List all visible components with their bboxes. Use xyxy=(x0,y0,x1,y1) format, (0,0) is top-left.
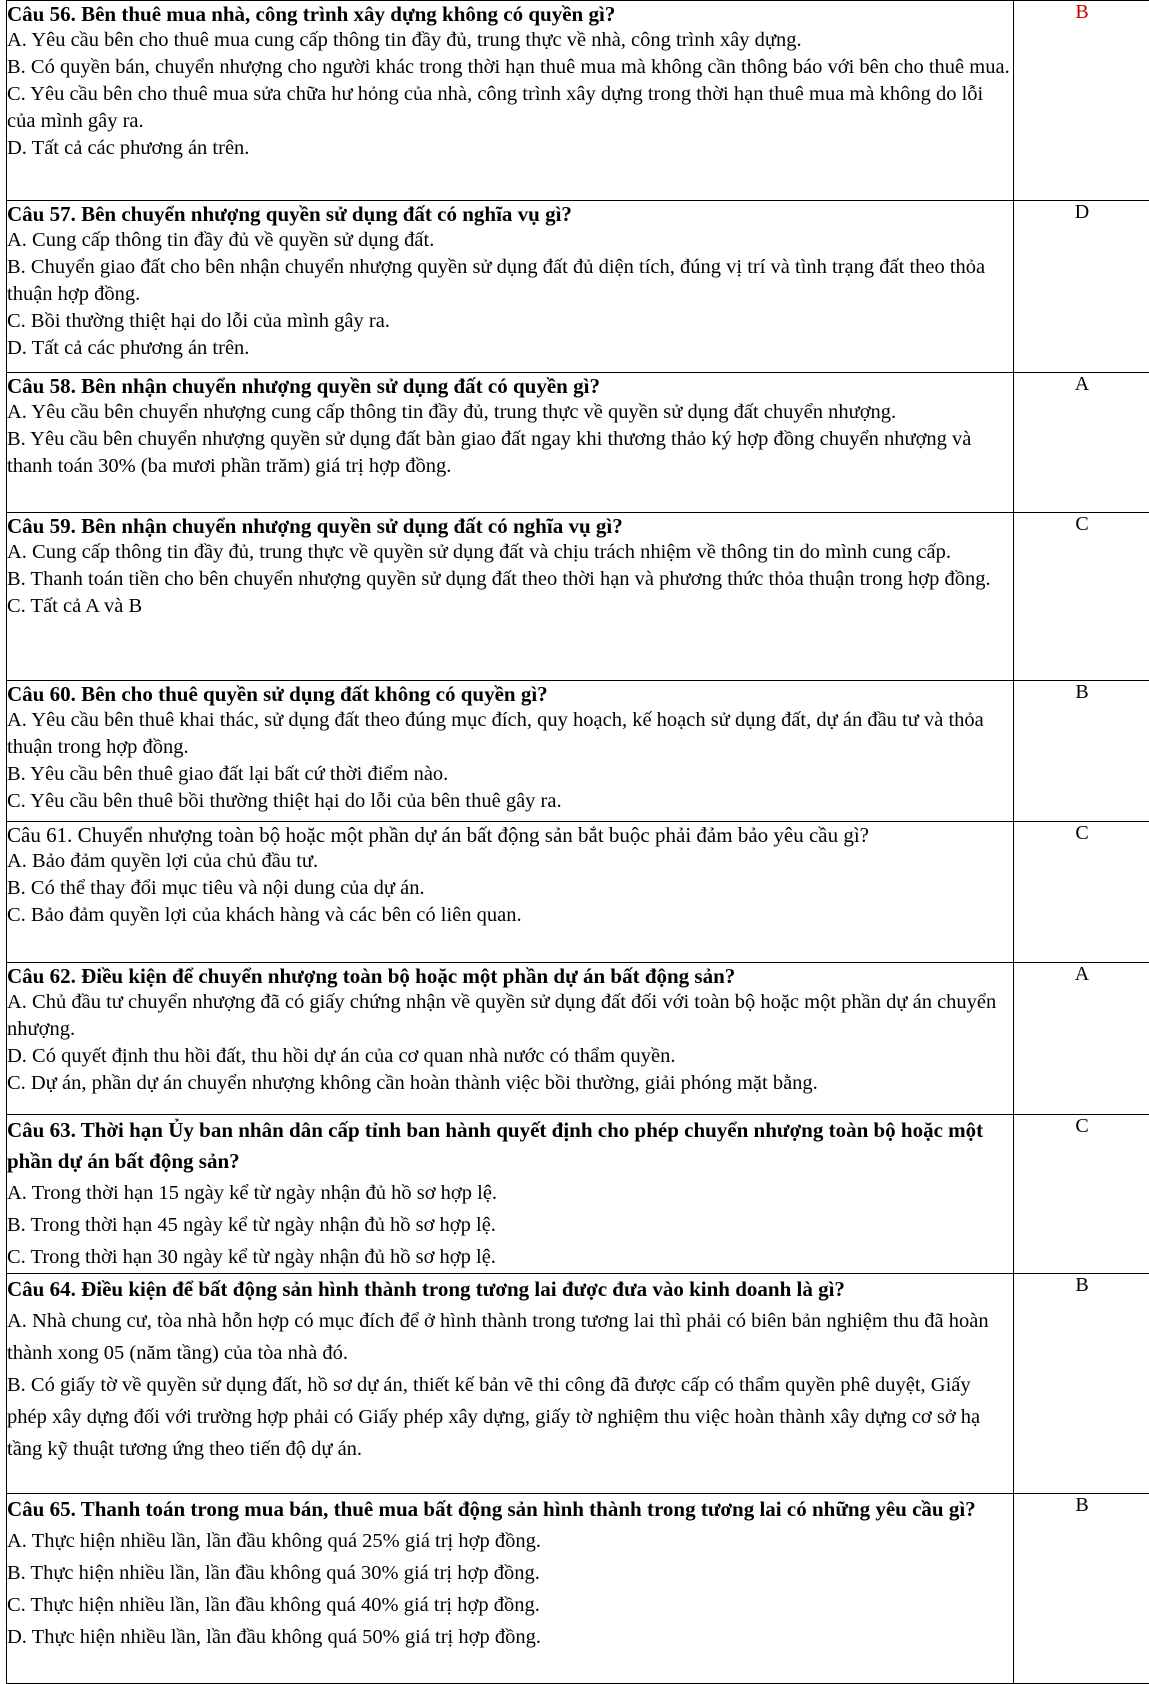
option-text: B. Thực hiện nhiều lần, lần đầu không quá 30% giá trị hợp đồng. xyxy=(7,1557,1013,1589)
question-cell xyxy=(7,201,1014,373)
answer-cell: B xyxy=(1014,1,1149,201)
question-cell xyxy=(7,963,1014,1115)
question-title: Câu 58. Bên nhận chuyển nhượng quyền sử dụng đất có quyền gì? xyxy=(7,373,1013,399)
option-text: C. Dự án, phần dự án chuyển nhượng không cần hoàn thành việc bồi thường, giải phóng mặt bằng. xyxy=(7,1070,1013,1097)
question-title: Câu 57. Bên chuyển nhượng quyền sử dụng đất có nghĩa vụ gì? xyxy=(7,201,1013,227)
option-text: C. Trong thời hạn 30 ngày kể từ ngày nhận đủ hồ sơ hợp lệ. xyxy=(7,1241,1013,1273)
answer-cell: A xyxy=(1014,373,1149,513)
option-text: A. Bảo đảm quyền lợi của chủ đầu tư. xyxy=(7,848,1013,875)
answer-cell: C xyxy=(1014,1115,1149,1274)
question-cell xyxy=(7,1274,1014,1494)
option-text: A. Yêu cầu bên thuê khai thác, sử dụng đất theo đúng mục đích, quy hoạch, kế hoạch sử dụng đất, dự án đầu tư và thỏa thuận trong hợp đồng. xyxy=(7,707,1013,761)
question-title: Câu 61. Chuyển nhượng toàn bộ hoặc một phần dự án bất động sản bắt buộc phải đảm bảo yêu cầu gì? xyxy=(7,822,1013,848)
option-text: C. Tất cả A và B xyxy=(7,593,1013,620)
option-text: B. Trong thời hạn 45 ngày kể từ ngày nhận đủ hồ sơ hợp lệ. xyxy=(7,1209,1013,1241)
option-text: B. Thanh toán tiền cho bên chuyển nhượng quyền sử dụng đất theo thời hạn và phương thức thỏa thuận trong hợp đồng. xyxy=(7,566,1013,593)
option-text: A. Nhà chung cư, tòa nhà hỗn hợp có mục đích để ở hình thành trong tương lai thì phải có biên bản nghiệm thu đã hoàn thành xong 05 (năm tầng) của tòa nhà đó. xyxy=(7,1305,1013,1369)
option-text: A. Cung cấp thông tin đầy đủ về quyền sử dụng đất. xyxy=(7,227,1013,254)
question-row xyxy=(7,201,1149,373)
option-text: B. Có thể thay đổi mục tiêu và nội dung của dự án. xyxy=(7,875,1013,902)
answer-cell: B xyxy=(1014,1494,1149,1684)
blank-space xyxy=(7,1465,1013,1493)
question-title: Câu 59. Bên nhận chuyển nhượng quyền sử dụng đất có nghĩa vụ gì? xyxy=(7,513,1013,539)
answer-cell: A xyxy=(1014,963,1149,1115)
question-cell xyxy=(7,373,1014,513)
option-text: A. Chủ đầu tư chuyển nhượng đã có giấy chứng nhận về quyền sử dụng đất đối với toàn bộ hoặc một phần dự án chuyển nhượng. xyxy=(7,989,1013,1043)
question-row xyxy=(7,373,1149,513)
option-text: B. Có giấy tờ về quyền sử dụng đất, hồ sơ dự án, thiết kế bản vẽ thi công đã được cấp có thẩm quyền phê duyệt, Giấy phép xây dựng đối với trường hợp phải có Giấy phép xây dựng, giấy tờ nghiệm thu việc hoàn thành xây dựng cơ sở hạ tầng kỹ thuật tương ứng theo tiến độ dự án. xyxy=(7,1369,1013,1465)
question-cell xyxy=(7,822,1014,963)
answer-cell: C xyxy=(1014,822,1149,963)
option-text: B. Có quyền bán, chuyển nhượng cho người khác trong thời hạn thuê mua mà không cần thông báo với bên cho thuê mua. xyxy=(7,54,1013,81)
answer-cell: B xyxy=(1014,681,1149,822)
option-text: D. Có quyết định thu hồi đất, thu hồi dự án của cơ quan nhà nước có thẩm quyền. xyxy=(7,1043,1013,1070)
question-row xyxy=(7,1115,1149,1274)
question-row xyxy=(7,963,1149,1115)
option-text: A. Trong thời hạn 15 ngày kể từ ngày nhận đủ hồ sơ hợp lệ. xyxy=(7,1177,1013,1209)
answer-cell: C xyxy=(1014,513,1149,681)
question-cell xyxy=(7,513,1014,681)
option-text: D. Tất cả các phương án trên. xyxy=(7,335,1013,362)
option-text: C. Yêu cầu bên cho thuê mua sửa chữa hư hỏng của nhà, công trình xây dựng trong thời hạn thuê mua mà không do lỗi của mình gây ra. xyxy=(7,81,1013,135)
option-text: A. Yêu cầu bên chuyển nhượng cung cấp thông tin đầy đủ, trung thực về quyền sử dụng đất chuyển nhượng. xyxy=(7,399,1013,426)
question-title: Câu 63. Thời hạn Ủy ban nhân dân cấp tỉnh ban hành quyết định cho phép chuyển nhượng toàn bộ hoặc một phần dự án bất động sản? xyxy=(7,1115,1013,1177)
question-title: Câu 56. Bên thuê mua nhà, công trình xây dựng không có quyền gì? xyxy=(7,1,1013,27)
option-text: A. Yêu cầu bên cho thuê mua cung cấp thông tin đầy đủ, trung thực về nhà, công trình xây dựng. xyxy=(7,27,1013,54)
question-cell xyxy=(7,1494,1014,1684)
question-row xyxy=(7,1,1149,201)
option-text: A. Thực hiện nhiều lần, lần đầu không quá 25% giá trị hợp đồng. xyxy=(7,1525,1013,1557)
option-text: D. Tất cả các phương án trên. xyxy=(7,135,1013,162)
question-cell xyxy=(7,681,1014,822)
question-title: Câu 65. Thanh toán trong mua bán, thuê mua bất động sản hình thành trong tương lai có những yêu cầu gì? xyxy=(7,1494,1013,1525)
option-text: B. Chuyển giao đất cho bên nhận chuyển nhượng quyền sử dụng đất đủ diện tích, đúng vị trí và tình trạng đất theo thỏa thuận hợp đồng. xyxy=(7,254,1013,308)
option-text: C. Bồi thường thiệt hại do lỗi của mình gây ra. xyxy=(7,308,1013,335)
question-title: Câu 62. Điều kiện để chuyển nhượng toàn bộ hoặc một phần dự án bất động sản? xyxy=(7,963,1013,989)
question-title: Câu 60. Bên cho thuê quyền sử dụng đất không có quyền gì? xyxy=(7,681,1013,707)
question-row xyxy=(7,1274,1149,1494)
question-cell xyxy=(7,1,1014,201)
question-row xyxy=(7,513,1149,681)
answer-cell: D xyxy=(1014,201,1149,373)
option-text: D. Thực hiện nhiều lần, lần đầu không quá 50% giá trị hợp đồng. xyxy=(7,1621,1013,1653)
option-text: C. Thực hiện nhiều lần, lần đầu không quá 40% giá trị hợp đồng. xyxy=(7,1589,1013,1621)
option-text: C. Yêu cầu bên thuê bồi thường thiệt hại do lỗi của bên thuê gây ra. xyxy=(7,788,1013,815)
question-row xyxy=(7,822,1149,963)
option-text: B. Yêu cầu bên thuê giao đất lại bất cứ thời điểm nào. xyxy=(7,761,1013,788)
answer-cell: B xyxy=(1014,1274,1149,1494)
question-row xyxy=(7,1494,1149,1684)
question-cell xyxy=(7,1115,1014,1274)
option-text: B. Yêu cầu bên chuyển nhượng quyền sử dụng đất bàn giao đất ngay khi thương thảo ký hợp đồng chuyển nhượng và thanh toán 30% (ba mươi phần trăm) giá trị hợp đồng. xyxy=(7,426,1013,480)
question-row xyxy=(7,681,1149,822)
question-answer-table xyxy=(6,0,1149,1684)
question-title: Câu 64. Điều kiện để bất động sản hình thành trong tương lai được đưa vào kinh doanh là gì? xyxy=(7,1274,1013,1305)
option-text: A. Cung cấp thông tin đầy đủ, trung thực về quyền sử dụng đất và chịu trách nhiệm về thông tin do mình cung cấp. xyxy=(7,539,1013,566)
option-text: C. Bảo đảm quyền lợi của khách hàng và các bên có liên quan. xyxy=(7,902,1013,929)
